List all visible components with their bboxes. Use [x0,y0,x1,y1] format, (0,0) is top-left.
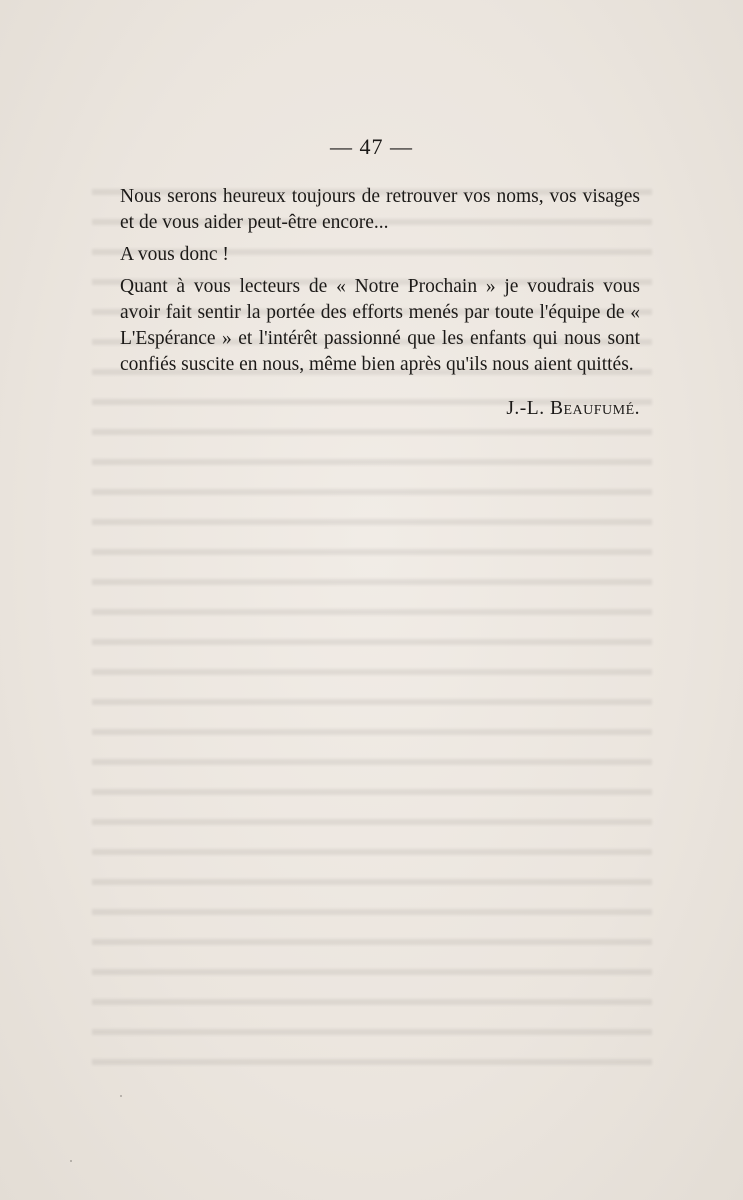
page-number: — 47 — [330,134,413,159]
body-text [120,184,640,422]
signature: J.-L. Beaufumé. [506,398,640,419]
paragraph-3: Quant à vous lecteurs de « Notre Prochain » je voudrais vous avoir fait sentir la portée des efforts menés par toute l'équipe de « L'Espérance » et l'intérêt passionné que les enfants qui nous sont confiés suscite en nous, même bien après qu'ils nous aient quittés. [120,276,640,375]
paragraph-1: Nous serons heureux toujours de retrouver vos noms, vos visages et de vous aider peut-être encore... [120,186,640,233]
paper-speck [70,1160,72,1162]
paragraph-2: A vous donc ! [120,244,229,265]
paper-speck [120,1095,122,1097]
